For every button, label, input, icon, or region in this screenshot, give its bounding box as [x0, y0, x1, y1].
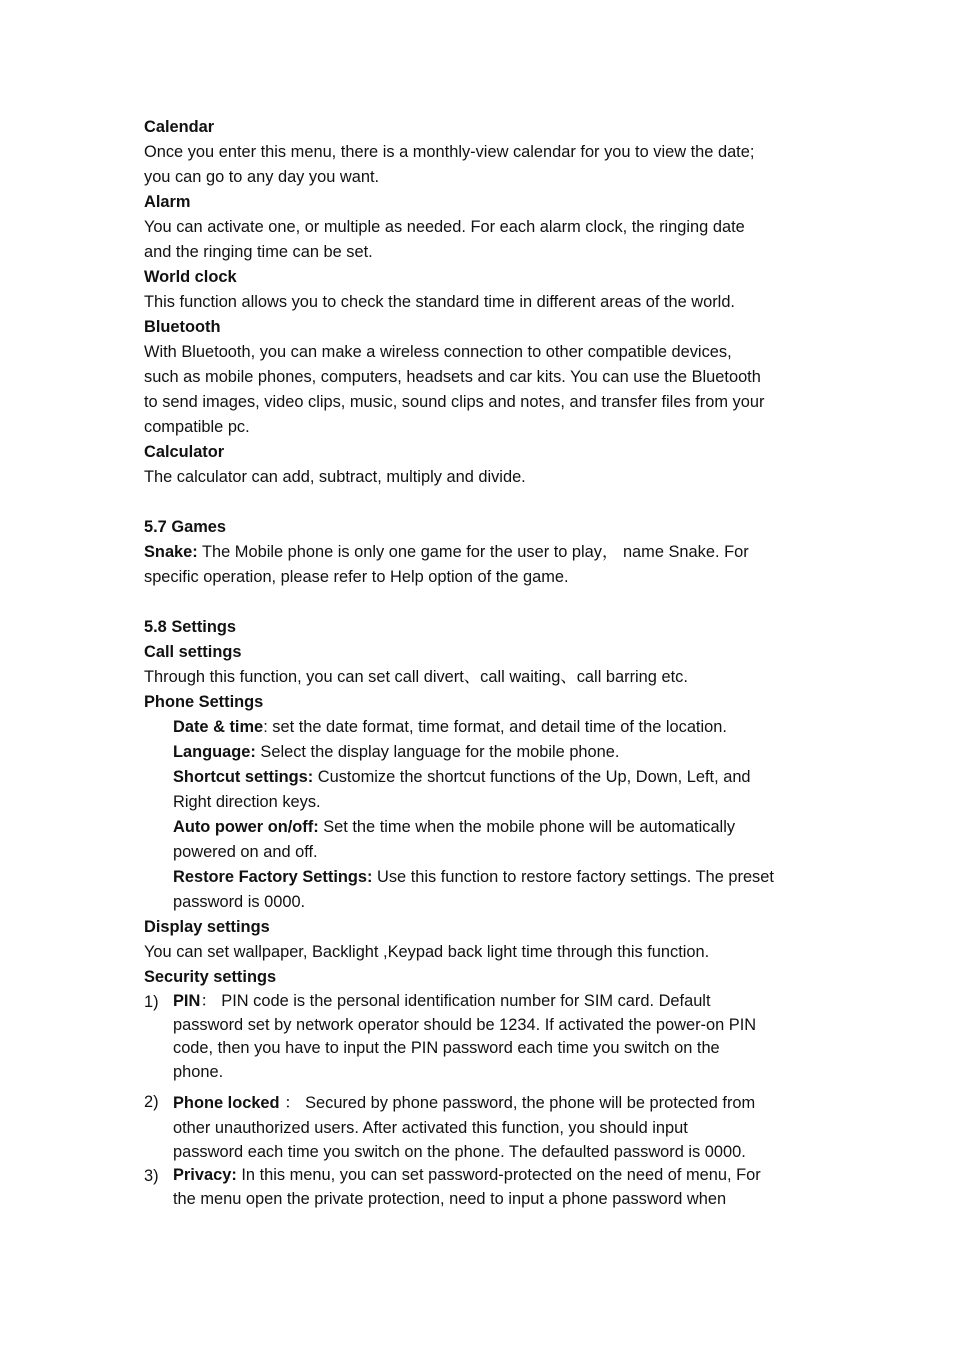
phone-locked-text-line: other unauthorized users. After activated this function, you should input — [173, 1119, 688, 1137]
section-gap — [144, 590, 816, 615]
alarm-text-line: and the ringing time can be set. — [144, 243, 373, 261]
snake-label: Snake: — [144, 543, 198, 561]
date-time-item — [144, 715, 816, 740]
auto-power-text-line: powered on and off. — [173, 843, 318, 861]
section-gap — [144, 490, 816, 515]
restore-factory-text: Use this function to restore factory settings. The preset — [372, 868, 774, 886]
shortcut-text-line: Right direction keys. — [173, 793, 321, 811]
restore-factory-item — [144, 865, 816, 890]
snake-paragraph — [144, 540, 816, 565]
shortcut-text: Customize the shortcut functions of the Up, Down, Left, and — [313, 768, 751, 786]
pin-text-line: password set by network operator should be 1234. If activated the power-on PIN — [173, 1015, 757, 1034]
world-clock-heading: World clock — [144, 268, 237, 286]
pin-text-line: phone. — [173, 1062, 224, 1081]
privacy-first-line — [173, 1164, 816, 1188]
privacy-text-line: the menu open the private protection, need to input a phone password when — [173, 1189, 727, 1208]
snake-text-line: specific operation, please refer to Help option of the game. — [144, 568, 569, 586]
bluetooth-text-line: compatible pc. — [144, 418, 250, 436]
privacy-text: In this menu, you can set password-protected on the need of menu, For — [236, 1166, 761, 1184]
calendar-heading: Calendar — [144, 118, 215, 136]
language-item — [144, 740, 816, 765]
bluetooth-text-line: such as mobile phones, computers, headsets and car kits. You can use the Bluetooth — [144, 368, 761, 386]
restore-factory-text-line: password is 0000. — [173, 893, 306, 911]
pin-text-line: code, then you have to input the PIN password each time you switch on the — [173, 1039, 720, 1057]
security-list-item-pin — [144, 990, 816, 1084]
phone-locked-first-line — [173, 1090, 816, 1117]
date-time-label: Date & time — [173, 718, 264, 736]
auto-power-text: Set the time when the mobile phone will be automatically — [318, 818, 736, 836]
phone-locked-text: ： Secured by phone password, the phone will be protected from — [279, 1094, 756, 1112]
games-heading: 5.7 Games — [144, 518, 227, 536]
privacy-label: Privacy: — [173, 1166, 237, 1184]
bluetooth-text-line: With Bluetooth, you can make a wireless connection to other compatible devices, — [144, 343, 732, 361]
world-clock-text-line: This function allows you to check the standard time in different areas of the world. — [144, 293, 735, 311]
security-settings-heading: Security settings — [144, 968, 277, 986]
pin-label: PIN — [173, 992, 201, 1010]
bluetooth-heading: Bluetooth — [144, 318, 221, 336]
restore-factory-label: Restore Factory Settings: — [173, 868, 373, 886]
call-settings-text: Through this function, you can set call divert、call waiting、call barring etc. — [144, 668, 688, 686]
language-text: Select the display language for the mobile phone. — [255, 743, 620, 761]
document-page — [144, 115, 816, 1211]
security-list-item-phone-locked — [144, 1090, 816, 1164]
pin-item-first-line — [173, 990, 816, 1014]
phone-locked-text-line: password each time you switch on the phone. The defaulted password is 0000. — [173, 1142, 746, 1161]
list-number: 2) — [144, 1093, 159, 1111]
list-number: 3) — [144, 1167, 159, 1185]
date-time-text: : set the date format, time format, and detail time of the location. — [263, 718, 727, 736]
auto-power-label: Auto power on/off: — [173, 818, 319, 836]
phone-settings-heading: Phone Settings — [144, 693, 264, 711]
calendar-text-line: you can go to any day you want. — [144, 168, 380, 186]
shortcut-label: Shortcut settings: — [173, 768, 314, 786]
call-settings-heading: Call settings — [144, 643, 242, 661]
alarm-text-line: You can activate one, or multiple as needed. For each alarm clock, the ringing date — [144, 218, 745, 236]
bluetooth-text-line: to send images, video clips, music, sound clips and notes, and transfer files from your — [144, 393, 765, 411]
language-label: Language: — [173, 743, 256, 761]
calculator-heading: Calculator — [144, 443, 225, 461]
settings-heading: 5.8 Settings — [144, 618, 236, 636]
phone-locked-label: Phone locked — [173, 1094, 280, 1112]
shortcut-item — [144, 765, 816, 790]
auto-power-item — [144, 815, 816, 840]
pin-text: ： PIN code is the personal identification number for SIM card. Default — [200, 992, 711, 1010]
display-settings-heading: Display settings — [144, 918, 270, 936]
calculator-text-line: The calculator can add, subtract, multiply and divide. — [144, 468, 526, 486]
security-list-item-privacy — [144, 1164, 816, 1211]
alarm-heading: Alarm — [144, 193, 191, 211]
display-settings-text: You can set wallpaper, Backlight ,Keypad back light time through this function. — [144, 943, 710, 961]
snake-text: The Mobile phone is only one game for the user to play， name Snake. For — [197, 543, 749, 561]
calendar-text-line: Once you enter this menu, there is a monthly-view calendar for you to view the date; — [144, 143, 755, 161]
list-number: 1) — [144, 993, 159, 1011]
